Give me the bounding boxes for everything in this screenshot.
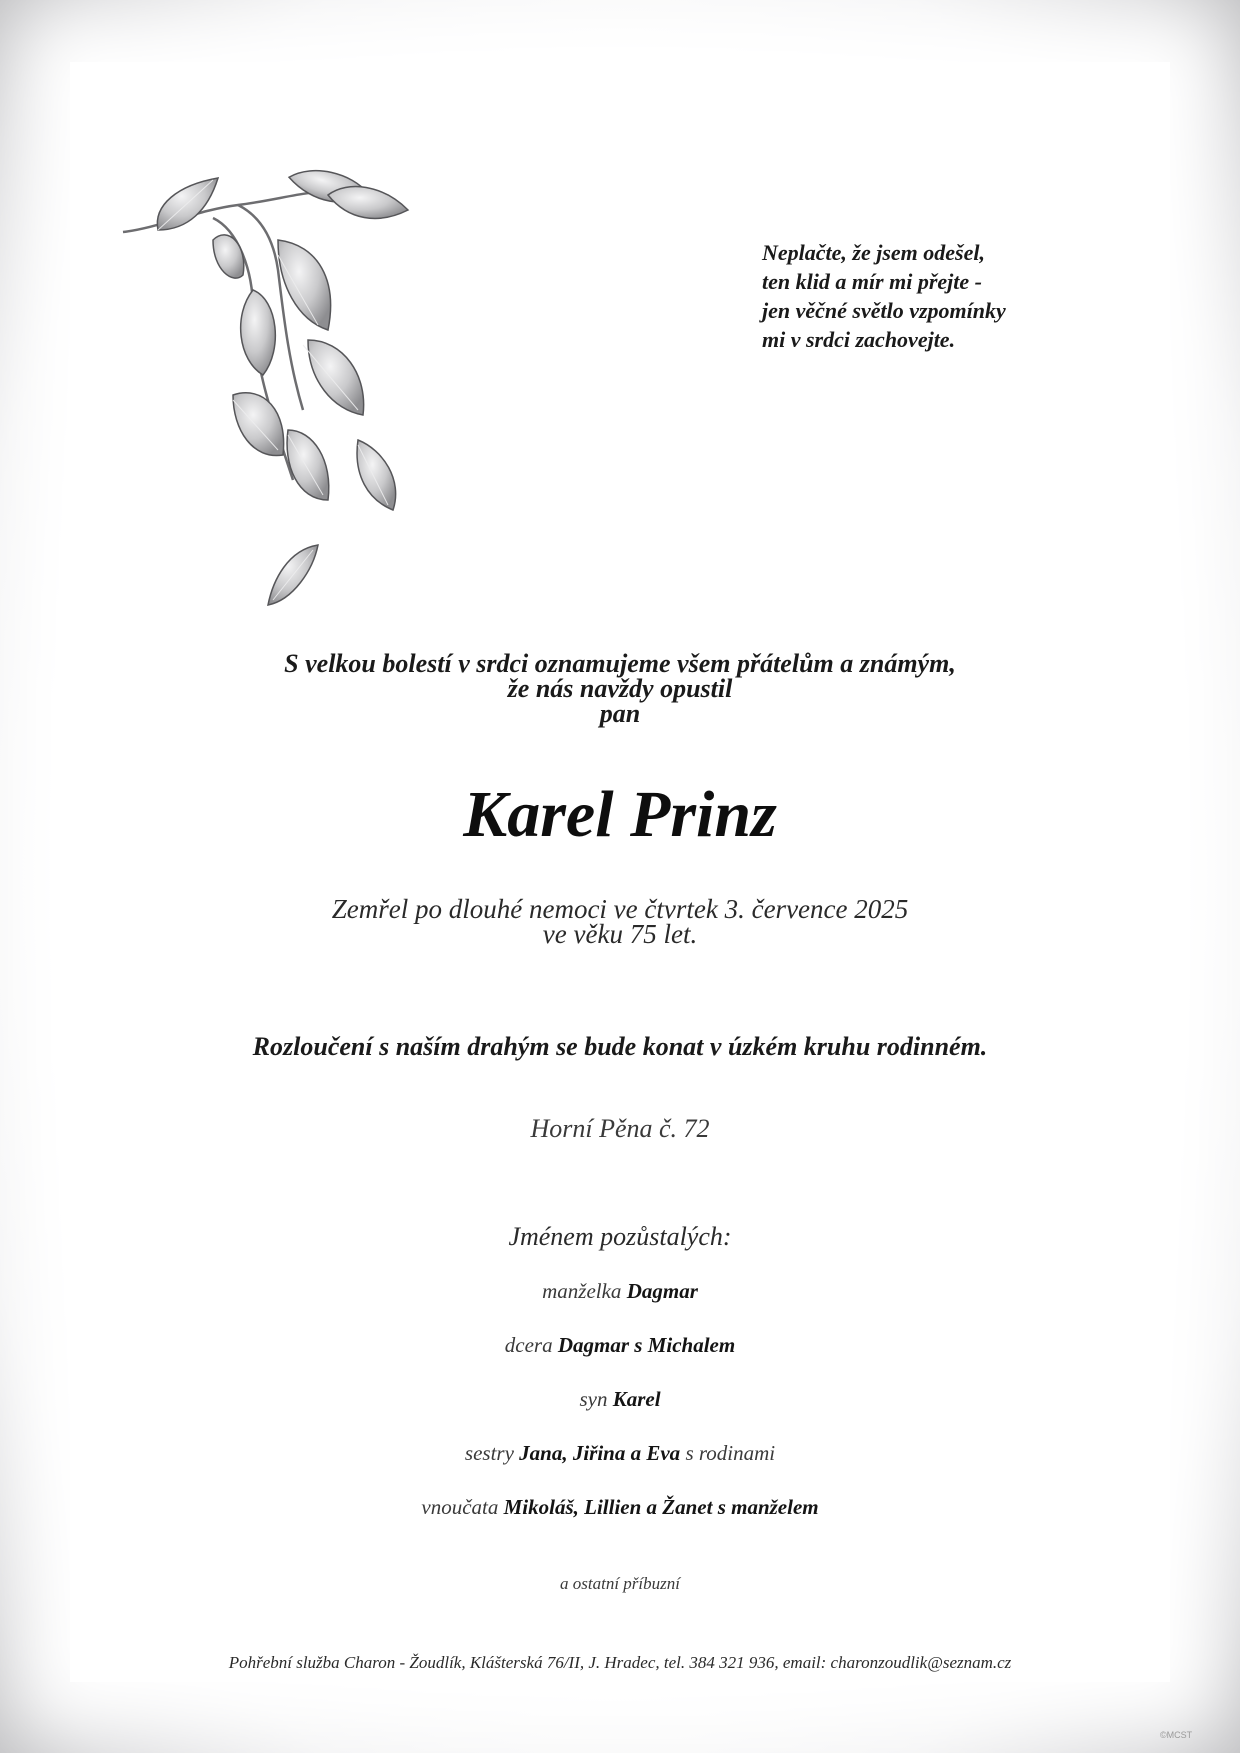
poem-line: Neplačte, že jsem odešel, — [762, 240, 985, 265]
relative-names: Dagmar s Michalem — [557, 1333, 736, 1357]
leaf-branch-icon — [118, 160, 478, 620]
relative-names: Jana, Jiřina a Eva — [519, 1441, 681, 1465]
relative-relation: sestry — [464, 1441, 514, 1465]
poem-line: ten klid a mír mi přejte - — [762, 269, 982, 294]
relative-line — [0, 1332, 1240, 1358]
deceased-name: Karel Prinz — [463, 778, 777, 851]
relative-suffix: s rodinami — [685, 1441, 776, 1465]
watermark: ©MCST — [1160, 1730, 1193, 1740]
announcement — [0, 651, 1240, 726]
address: Horní Pěna č. 72 — [530, 1114, 710, 1143]
poem-line: jen věčné světlo vzpomínky — [762, 298, 1006, 323]
funeral-service-footer: Pohřební služba Charon - Žoudlík, Klášterská 76/II, J. Hradec, tel. 384 321 936, email: charonzoudlik@seznam.cz — [228, 1653, 1012, 1672]
relative-line — [0, 1494, 1240, 1520]
survivors-heading: Jménem pozůstalých: — [508, 1222, 732, 1251]
relative-line — [0, 1278, 1240, 1304]
relative-relation: dcera — [504, 1333, 553, 1357]
poem-verse — [762, 238, 1122, 354]
relative-line — [0, 1386, 1240, 1412]
death-info — [0, 894, 1240, 949]
death-info-line: Zemřel po dlouhé nemoci ve čtvrtek 3. července 2025 — [331, 894, 909, 924]
announcement-line: pan — [599, 699, 641, 728]
announcement-line: S velkou bolestí v srdci oznamujeme všem přátelům a známým, — [284, 649, 956, 678]
relative-line — [0, 1440, 1240, 1466]
relative-names: Dagmar — [626, 1279, 698, 1303]
relative-relation: manželka — [542, 1279, 622, 1303]
poem-line: mi v srdci zachovejte. — [762, 327, 956, 352]
relative-names: Mikoláš, Lillien a Žanet s manželem — [503, 1495, 819, 1519]
relative-names: Karel — [612, 1387, 661, 1411]
announcement-line: že nás navždy opustil — [507, 674, 733, 703]
farewell-notice: Rozloučení s naším drahým se bude konat v úzkém kruhu rodinném. — [252, 1032, 988, 1061]
relative-relation: syn — [579, 1387, 608, 1411]
death-info-line: ve věku 75 let. — [542, 919, 698, 949]
relative-relation: vnoučata — [421, 1495, 499, 1519]
other-relatives: a ostatní příbuzní — [560, 1574, 680, 1593]
